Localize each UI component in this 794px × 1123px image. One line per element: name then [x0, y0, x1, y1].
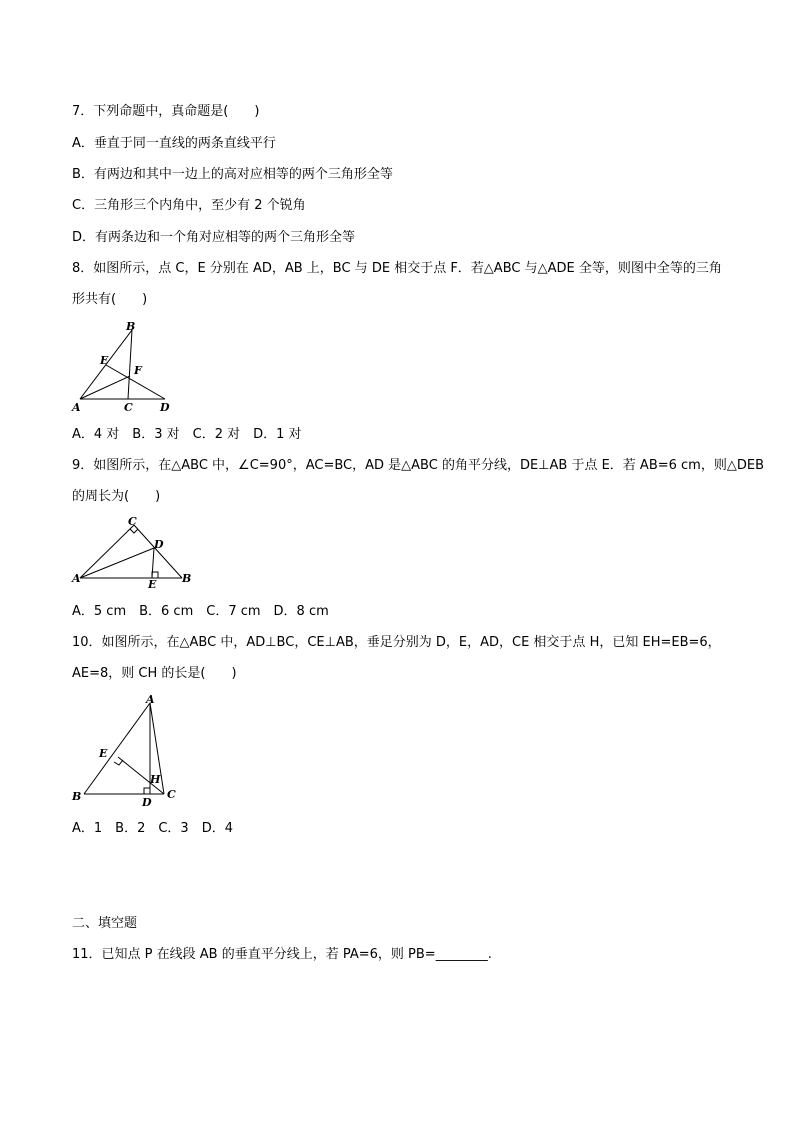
q8-figure — [70, 318, 180, 414]
q9-label-d: D — [154, 538, 164, 551]
q9-label-e: E — [148, 578, 157, 591]
q10-stem-line2: AE=8，则 CH 的长是( ) — [72, 666, 237, 681]
q8-label-b: B — [126, 320, 136, 333]
q10-right-angle-e — [114, 760, 123, 765]
q7-stem: 7．下列命题中，真命题是( ) — [72, 104, 260, 119]
q8-stem-line1: 8．如图所示，点 C，E 分别在 AD，AB 上，BC 与 DE 相交于点 F．若△ABC 与△ADE 全等，则图中全等的三角 — [72, 261, 722, 276]
q10-label-a: A — [146, 693, 155, 706]
q9-stem-line1: 9．如图所示，在△ABC 中，∠C=90°，AC=BC，AD 是△ABC 的角平分线，DE⊥AB 于点 E．若 AB=6 cm，则△DEB — [72, 458, 764, 473]
q8-stem-line2: 形共有( ) — [72, 292, 148, 307]
q10-label-c: C — [167, 788, 176, 801]
q9-right-angle-c — [130, 529, 138, 533]
q9-label-a: A — [72, 572, 81, 585]
q9-segment-ac — [80, 525, 134, 578]
q9-options: A．5 cm B．6 cm C．7 cm D．8 cm — [72, 604, 329, 619]
q10-label-h: H — [150, 773, 161, 786]
q8-label-c: C — [124, 401, 133, 414]
q8-segment-bc — [128, 330, 132, 399]
q9-stem-line2: 的周长为( ) — [72, 489, 161, 504]
q7-option-b: B．有两边和其中一边上的高对应相等的两个三角形全等 — [72, 167, 393, 182]
q8-label-e: E — [100, 354, 109, 367]
q7-option-a: A．垂直于同一直线的两条直线平行 — [72, 136, 276, 151]
q9-label-b: B — [182, 572, 192, 585]
q10-label-b: B — [72, 790, 82, 803]
q10-label-e: E — [99, 747, 108, 760]
q8-options: A．4 对 B．3 对 C．2 对 D．1 对 — [72, 427, 302, 442]
section-title-fill-in: 二、填空题 — [72, 916, 138, 931]
q10-label-d: D — [142, 796, 152, 808]
q8-label-d: D — [160, 401, 170, 414]
q10-stem-line1: 10．如图所示，在△ABC 中，AD⊥BC，CE⊥AB，垂足分别为 D，E，AD，CE 相交于点 H，已知 EH=EB=6， — [72, 635, 721, 650]
q10-segment-ab — [84, 703, 150, 794]
q9-segment-ad — [80, 548, 154, 578]
q10-figure — [70, 693, 185, 808]
q9-figure — [70, 515, 195, 593]
q7-option-c: C．三角形三个内角中，至少有 2 个锐角 — [72, 198, 306, 213]
q9-label-c: C — [128, 515, 137, 528]
q11-stem: 11．已知点 P 在线段 AB 的垂直平分线上，若 PA=6，则 PB=________. — [72, 947, 492, 962]
q8-segment-ae — [80, 376, 130, 399]
q8-label-a: A — [72, 401, 81, 414]
q10-right-angle-d — [144, 788, 150, 794]
q7-option-d: D．有两条边和一个角对应相等的两个三角形全等 — [72, 230, 356, 245]
q8-label-f: F — [134, 364, 142, 377]
q10-options: A．1 B．2 C．3 D．4 — [72, 821, 233, 836]
q9-segment-cb — [134, 525, 182, 578]
